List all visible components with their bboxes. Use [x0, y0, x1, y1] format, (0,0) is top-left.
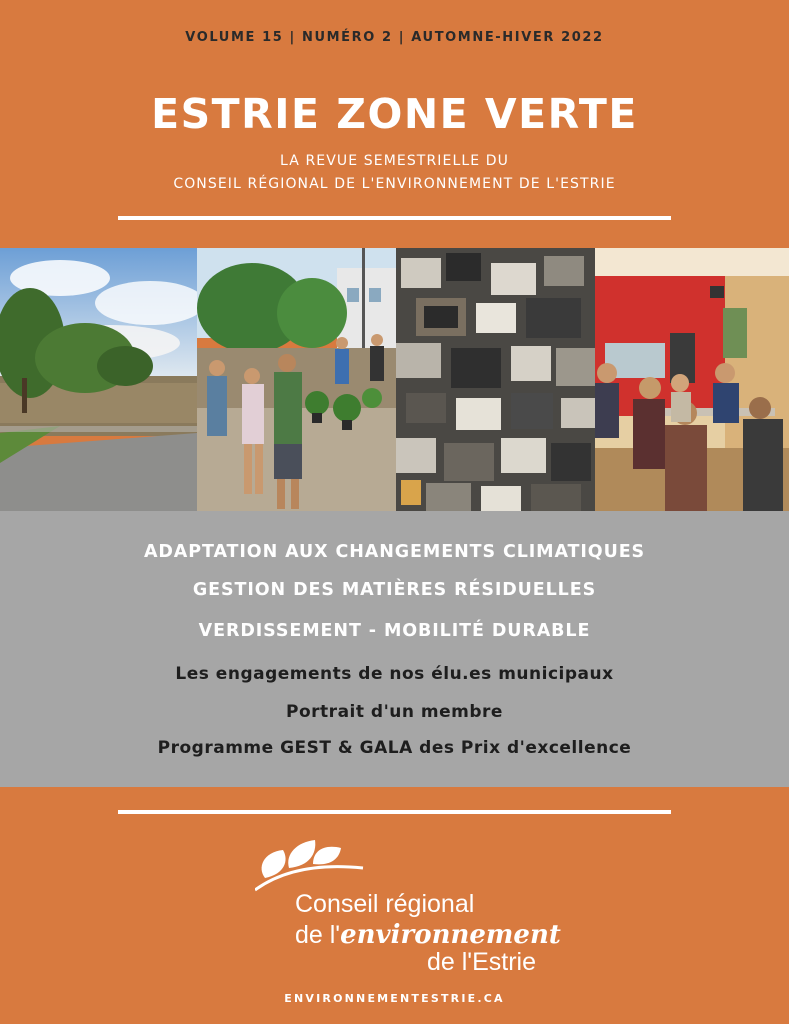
logo-line-2-emphasis: environnement [340, 920, 561, 950]
issue-line: VOLUME 15 | NUMÉRO 2 | AUTOMNE-HIVER 2022 [185, 30, 604, 45]
flooded-road-photo [0, 248, 197, 511]
logo-line-3: de l'Estrie [427, 948, 536, 976]
tree-planting-photo [197, 248, 396, 511]
item-gest-gala: Programme GEST & GALA des Prix d'excellence [157, 738, 632, 758]
header-divider [118, 216, 671, 220]
leaves-logo-icon [255, 838, 365, 893]
footer-divider [118, 810, 671, 814]
subtitle-line-2: CONSEIL RÉGIONAL DE L'ENVIRONNEMENT DE L'ESTRIE [173, 176, 616, 192]
logo-line-2 [295, 920, 561, 950]
item-elected-commitments: Les engagements de nos élu.es municipaux [175, 664, 614, 684]
website-url[interactable]: ENVIRONNEMENTESTRIE.CA [284, 992, 505, 1005]
subtitle-line-1: LA REVUE SEMESTRIELLE DU [280, 153, 509, 169]
photo-strip [0, 248, 789, 511]
meeting-room-photo [595, 248, 789, 511]
contents-panel [0, 511, 789, 787]
theme-climate-adaptation: ADAPTATION AUX CHANGEMENTS CLIMATIQUES [143, 542, 646, 562]
item-member-portrait: Portrait d'un membre [286, 702, 503, 722]
logo-line-2-prefix: de l' [295, 921, 341, 949]
cree-logo [255, 838, 561, 978]
cover-header [0, 0, 789, 248]
theme-waste-management: GESTION DES MATIÈRES RÉSIDUELLES [192, 580, 597, 600]
theme-greening-mobility: VERDISSEMENT - MOBILITÉ DURABLE [198, 621, 591, 641]
logo-line-1: Conseil régional [295, 890, 475, 918]
magazine-title: ESTRIE ZONE VERTE [151, 90, 638, 138]
electronic-waste-photo [396, 248, 595, 511]
